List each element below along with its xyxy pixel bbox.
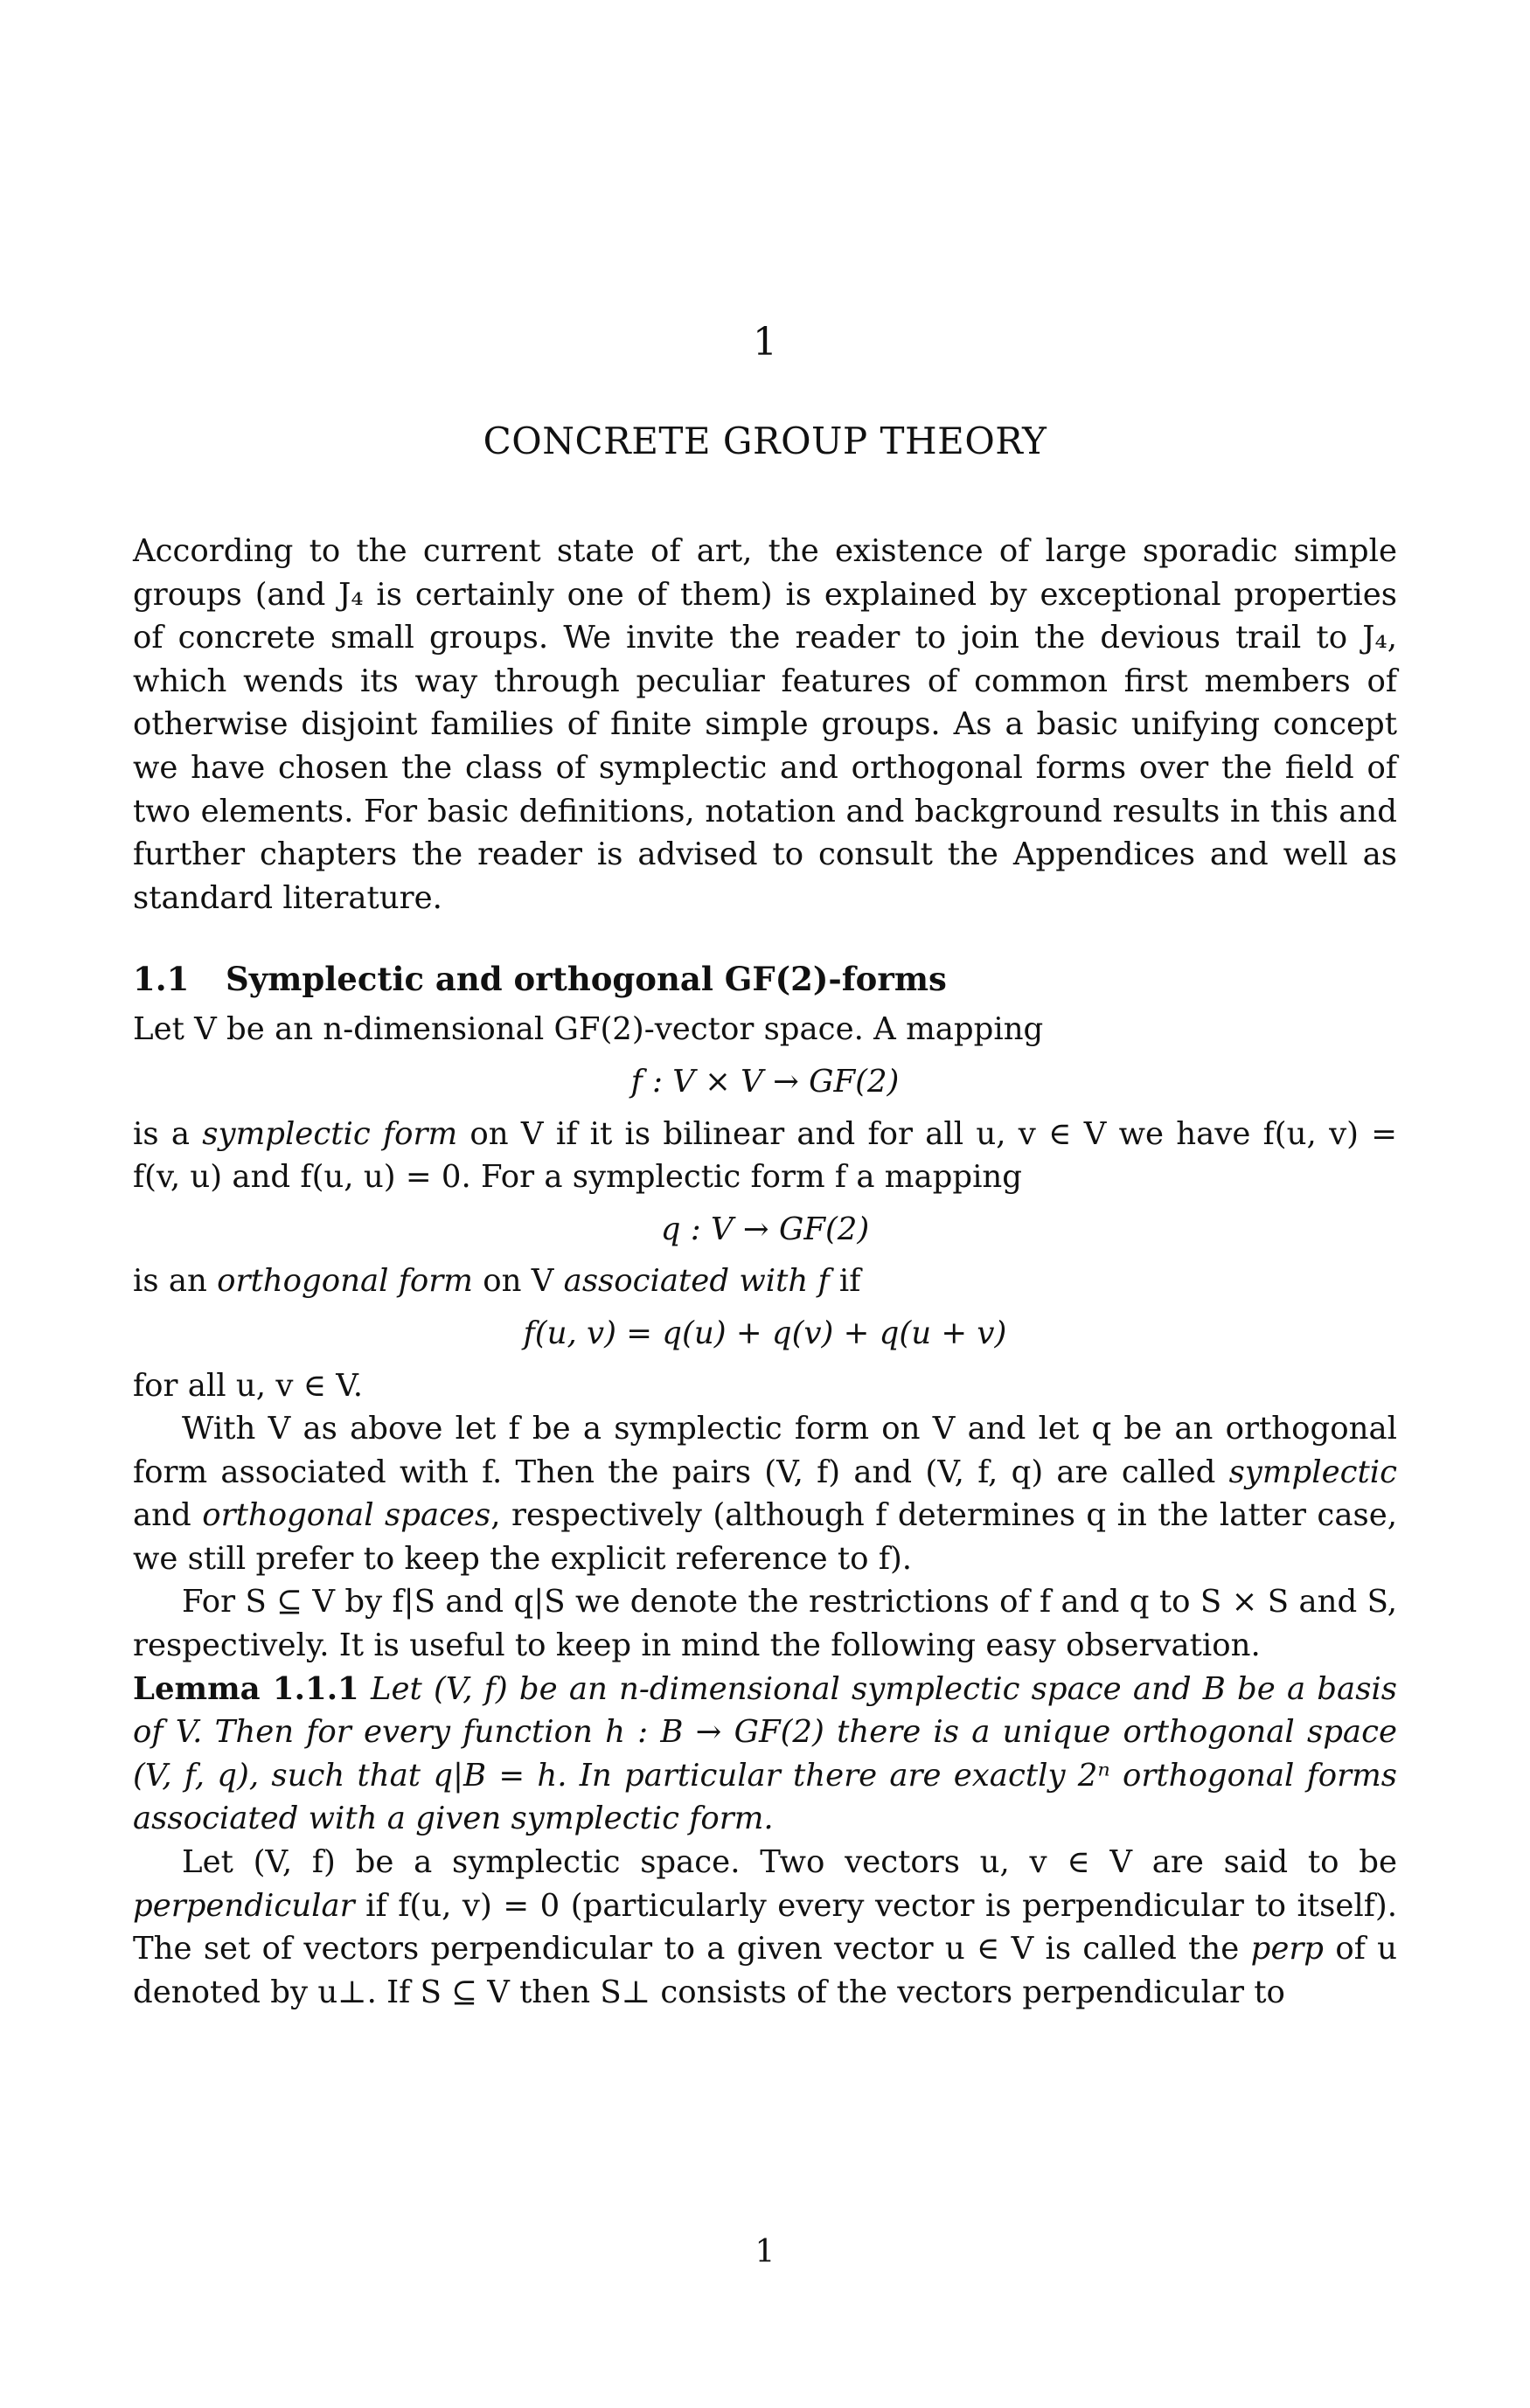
- text-run: on V: [472, 1263, 564, 1300]
- chapter-number: 1: [753, 320, 777, 364]
- equation-association: f(u, v) = q(u) + q(v) + q(u + v): [523, 1315, 1007, 1351]
- paragraph-symplectic-definition: [133, 1113, 1397, 1199]
- page-number: 1: [755, 2234, 775, 2270]
- term-symplectic-form: symplectic form: [202, 1115, 458, 1152]
- page: [133, 0, 1397, 2408]
- text-run: Let (V, f) be a symplectic space. Two vectors u, v ∈ V are said to be: [182, 1844, 1397, 1881]
- text-run: is a: [133, 1115, 203, 1152]
- term-perpendicular: perpendicular: [133, 1887, 355, 1924]
- lemma-body: Let (V, f) be an n-dimensional symplectic space and B be a basis of V. Then for every function h : B → GF(2) there is a unique orthogonal space (V, f, q), such that q|B = h. In particular there are exactly 2ⁿ orthogonal forms associated with a given symplectic form.: [133, 1670, 1397, 1837]
- paragraph-perpendicular: [133, 1841, 1397, 2014]
- text-run: is an: [133, 1263, 218, 1300]
- chapter-title: CONCRETE GROUP THEORY: [483, 420, 1047, 462]
- text-run: on V if it is bilinear and for all u, v ∈ V we have f(u, v) = f(v, u) and f(u, u) = 0. For a symplectic form f a mapping: [133, 1115, 1397, 1196]
- paragraph-restrictions: For S ⊆ V by f|S and q|S we denote the restrictions of f and q to S × S and S, respectively. It is useful to keep in mind the following easy observation.: [133, 1584, 1397, 1664]
- equation-symplectic-map: f : V × V → GF(2): [630, 1063, 900, 1100]
- intro-paragraph: According to the current state of art, the existence of large sporadic simple groups (and J₄ is certainly one of them) is explained by exceptional properties of concrete small groups. We invite the reader to join the devious trail to J₄, which wends its way through peculiar features of common first members of otherwise disjoint families of finite simple groups. As a basic unifying concept we have chosen the class of symplectic and orthogonal forms over the field of two elements. For basic definitions, notation and background results in this and further chapters the reader is advised to consult the Appendices and well as standard literature.: [133, 533, 1397, 916]
- paragraph-vector-space: Let V be an n-dimensional GF(2)-vector space. A mapping: [133, 1011, 1044, 1048]
- term-perp: perp: [1250, 1931, 1325, 1967]
- main-text: [133, 530, 1397, 2014]
- text-run: , respectively (although f determines q in the latter case, we still prefer to keep the explicit reference to f).: [133, 1497, 1397, 1577]
- term-orthogonal-form: orthogonal form: [217, 1263, 473, 1300]
- paragraph-spaces: [133, 1407, 1397, 1580]
- term-symplectic: symplectic: [1228, 1454, 1397, 1490]
- equation-orthogonal-map: q : V → GF(2): [660, 1211, 870, 1247]
- text-run: and: [133, 1497, 203, 1534]
- text-run: of u denoted by u⊥. If S ⊆ V then S⊥ consists of the vectors perpendicular to: [133, 1931, 1397, 2010]
- lemma-label: Lemma 1.1.1: [133, 1670, 359, 1707]
- term-associated-with: associated with f: [563, 1263, 830, 1300]
- section-number: 1.1: [133, 960, 190, 999]
- term-orthogonal-spaces: orthogonal spaces: [202, 1497, 491, 1534]
- section-heading: [133, 958, 1397, 1001]
- paragraph-orthogonal-definition: [133, 1260, 1397, 1303]
- section-title: Symplectic and orthogonal GF(2)-forms: [226, 960, 947, 999]
- paragraph-for-all: for all u, v ∈ V.: [133, 1367, 363, 1404]
- text-run: if f(u, v) = 0 (particularly every vector is perpendicular to itself). The set of vectors perpendicular to a given vector u ∈ V is called the: [133, 1887, 1397, 1967]
- text-run: With V as above let f be a symplectic form on V and let q be an orthogonal form associated with f. Then the pairs (V, f) and (V, f, q) are called: [133, 1411, 1397, 1490]
- text-run: if: [829, 1263, 861, 1300]
- lemma-1-1-1: [133, 1668, 1397, 1841]
